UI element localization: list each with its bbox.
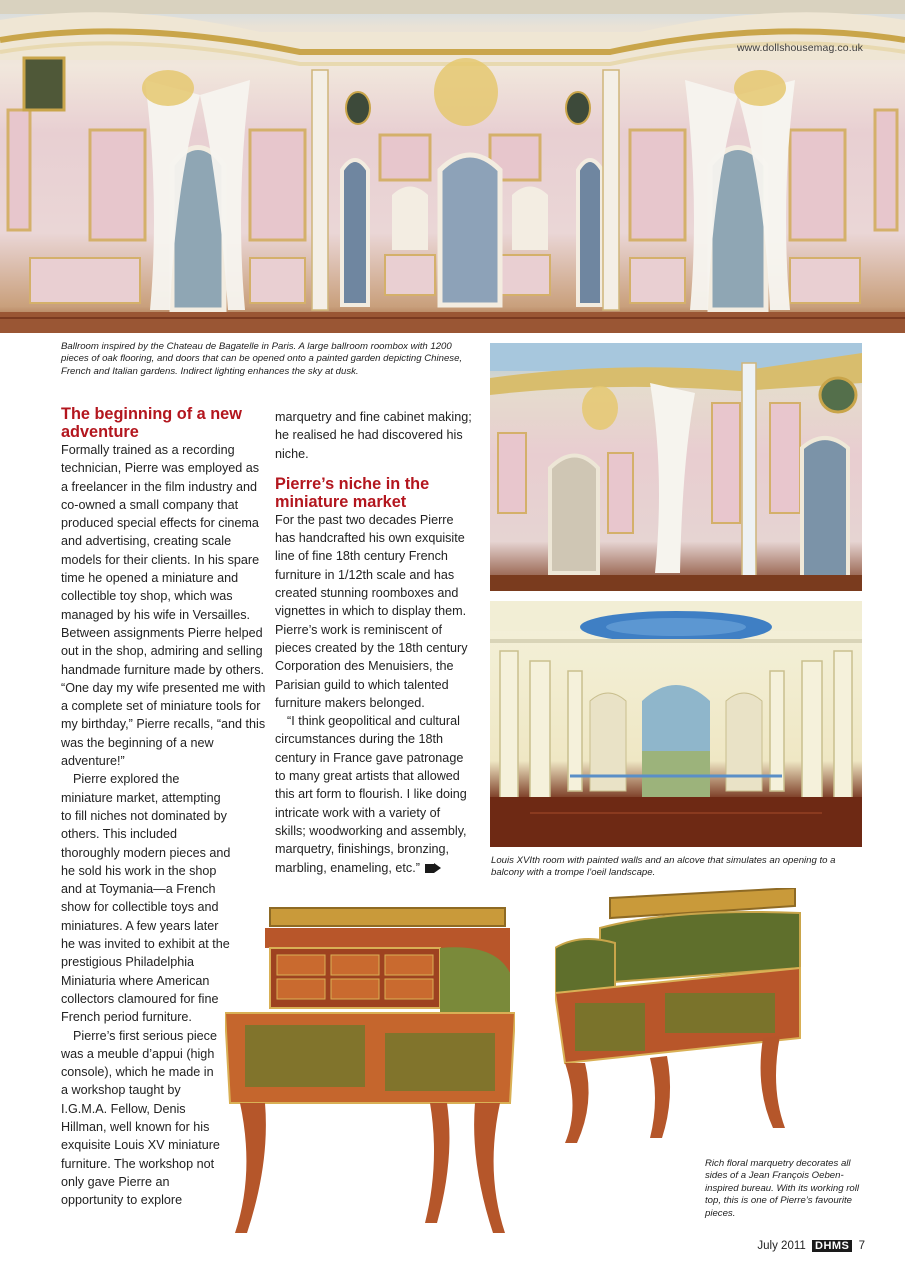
pink-room-photo <box>490 343 862 591</box>
article-column-1 <box>61 405 266 1209</box>
website-url: www.dollshousemag.co.uk <box>736 42 863 54</box>
paragraph-first-piece: Pierre’s first serious piece was a meuble d’appui (high console), which he made in a workshop taught by I.G.M.A. Fellow, Denis Hillman, well known for his exquisite Louis XV miniature furniture. The workshop not only gave Pierre an opportunity to explore <box>61 1028 220 1208</box>
heading-beginning: The beginning of a new adventure <box>61 405 242 441</box>
magazine-logo: DHMS <box>812 1240 852 1252</box>
ballroom-photo <box>0 0 905 333</box>
page-number: 7 <box>858 1240 865 1252</box>
bureau-front-illustration <box>225 903 515 1243</box>
paragraph-continued: marquetry and fine cabinet making; he realised he had discovered his niche. <box>275 410 472 461</box>
article-column-2 <box>275 408 473 877</box>
louis-room-caption: Louis XVIth room with painted walls and an alcove that simulates an opening to a balcony with a trompe l’oeil landscape. <box>491 855 836 879</box>
end-mark-icon: DH <box>425 864 434 873</box>
bureau-caption: Rich floral marquetry decorates all sides of a Jean François Oeben-inspired bureau. With its working roll top, this is one of Pierre’s favourite pieces. <box>705 1158 860 1219</box>
louis-room-illustration <box>490 601 862 847</box>
ballroom-caption: Ballroom inspired by the Chateau de Bagatelle in Paris. A large ballroom roombox with 1200 pieces of oak flooring, and doors that can be opened onto a painted garden depicting Chinese, French and Italian gardens. Indirect lighting enhances the sky at dusk. <box>61 341 463 377</box>
end-arrow-icon <box>434 863 441 873</box>
louis-room-photo <box>490 601 862 847</box>
pink-room-illustration <box>490 343 862 591</box>
bureau-front-photo <box>225 903 515 1243</box>
paragraph-two-decades: For the past two decades Pierre has handcrafted his own exquisite line of fine 18th century French furniture in 1/12th scale and has created stunning roomboxes and vignettes in which to display them. Pierre’s work is reminiscent of pieces created by the 18th century Corporation des Menuisiers, the Parisian guild to which talented furniture makers belonged. <box>275 512 468 710</box>
page-footer <box>757 1240 865 1252</box>
paragraph-training: Formally trained as a recording technician, Pierre was employed as a freelancer in the film industry and co-owned a small company that produced special effects for cinema and advertising, creating scale models for their clients. In his spare time he opened a miniature and collectible toy shop, which was managed by his wife in Versailles. Between assignments Pierre helped out in the shop, admiring and selling handmade furniture made by others. “One day my wife presented me with a complete set of miniature tools for my birthday,” Pierre recalls, “and this was the beginning of a new adventure!” <box>61 443 266 769</box>
paragraph-market: Pierre explored the miniature market, attempting to fill niches not dominated by others. This included thoroughly modern pieces and he sold his work in the shop and at Toymania—a French show for collectible toys and miniatures. A few years later he was invited to exhibit at the prestigious Philadelphia Miniaturia where American collectors clamoured for fine French period furniture. <box>61 772 231 1025</box>
bureau-back-illustration <box>555 888 805 1148</box>
issue-date: July 2011 <box>757 1240 806 1252</box>
bureau-back-photo <box>555 888 805 1148</box>
paragraph-quote: “I think geopolitical and cultural circumstances during the 18th century in France gave patronage to many great artists that allowed this art form to flourish. I like doing intricate work with a variety of skills; woodworking and assembly, marquetry, finishings, bronzing, marbling, enameling, etc.” <box>275 714 467 875</box>
heading-niche: Pierre’s niche in the miniature market <box>275 474 430 511</box>
paragraph-quote-wrapper <box>275 712 473 877</box>
